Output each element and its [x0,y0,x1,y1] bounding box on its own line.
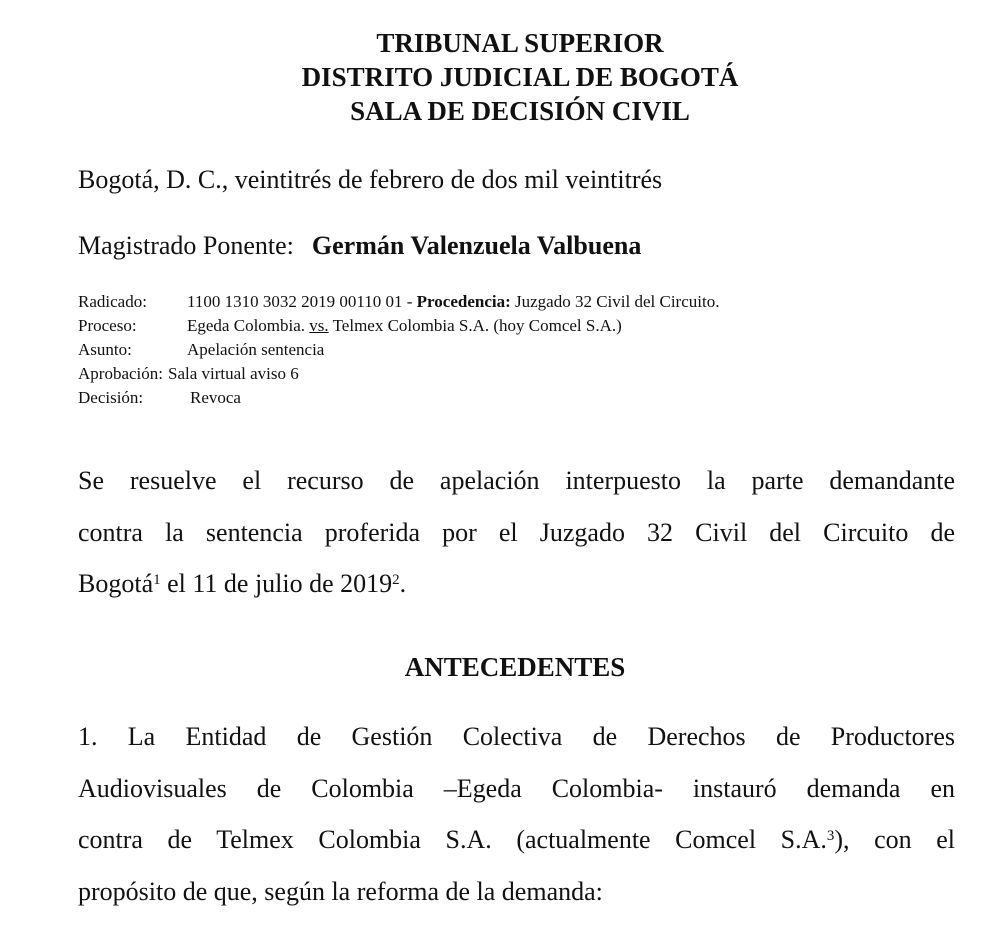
proceso-value: Egeda Colombia. vs. Telmex Colombia S.A. (hoy Comcel S.A.) [187,316,622,335]
header-line-1: TRIBUNAL SUPERIOR [376,28,664,58]
ponente-name: Germán Valenzuela Valbuena [311,231,642,260]
aprobacion-value: Sala virtual aviso 6 [167,364,299,383]
proceso-label: Proceso: [78,316,137,335]
meta-row-asunto [78,338,958,362]
radicado-value: 1100 1310 3032 2019 00110 01 - Procedencia: Juzgado 32 Civil del Circuito. [187,292,720,311]
asunto-label: Asunto: [78,340,132,359]
decision-value: Revoca [190,388,241,407]
footnote-ref-2[interactable]: 2 [392,572,400,589]
proceso-vs: vs. [309,316,329,335]
magistrado-ponente [78,229,641,263]
meta-row-aprobacion [78,362,958,386]
antecedentes-line-2: Audiovisuales de Colombia –Egeda Colombia- instauró demanda en [78,773,955,803]
meta-row-decision [78,386,958,410]
case-metadata [78,290,958,410]
decision-label: Decisión: [78,388,144,407]
radicado-label: Radicado: [78,292,147,311]
header-line-3: SALA DE DECISIÓN CIVIL [350,96,690,126]
meta-row-proceso [78,314,958,338]
antecedentes-line-1: 1. La Entidad de Gestión Colectiva de Derechos de Productores [78,722,955,751]
antecedentes-paragraph-1 [78,711,955,917]
footnote-ref-3[interactable]: 3 [826,828,835,845]
antecedentes-line-4: propósito de que, según la reforma de la demanda: [78,876,603,906]
dateline: Bogotá, D. C., veintitrés de febrero de dos mil veintitrés [78,165,663,194]
header-line-2: DISTRITO JUDICIAL DE BOGOTÁ [301,62,739,92]
intro-paragraph [78,455,955,610]
antecedentes-line-3: contra de Telmex Colombia S.A. (actualmente Comcel S.A.$^3$), con el [78,825,955,854]
intro-line-1: Se resuelve el recurso de apelación interpuesto la parte demandante [78,466,955,495]
intro-line-2: contra la sentencia proferida por el Juzgado 32 Civil del Circuito de [78,517,955,547]
procedencia-label: Procedencia: [416,292,511,311]
section-title-antecedentes: ANTECEDENTES [404,652,626,682]
aprobacion-label: Aprobación: [78,364,163,383]
footnote-ref-1[interactable]: 1 [153,572,161,589]
court-header [0,26,1000,128]
meta-row-radicado [78,290,958,314]
asunto-value: Apelación sentencia [187,340,325,359]
intro-line-3: Bogotá$^1$ el 11 de julio de 2019$^2$. [78,569,407,598]
ponente-label: Magistrado Ponente: [78,231,294,260]
procedencia-value: Juzgado 32 Civil del Circuito. [510,292,720,311]
